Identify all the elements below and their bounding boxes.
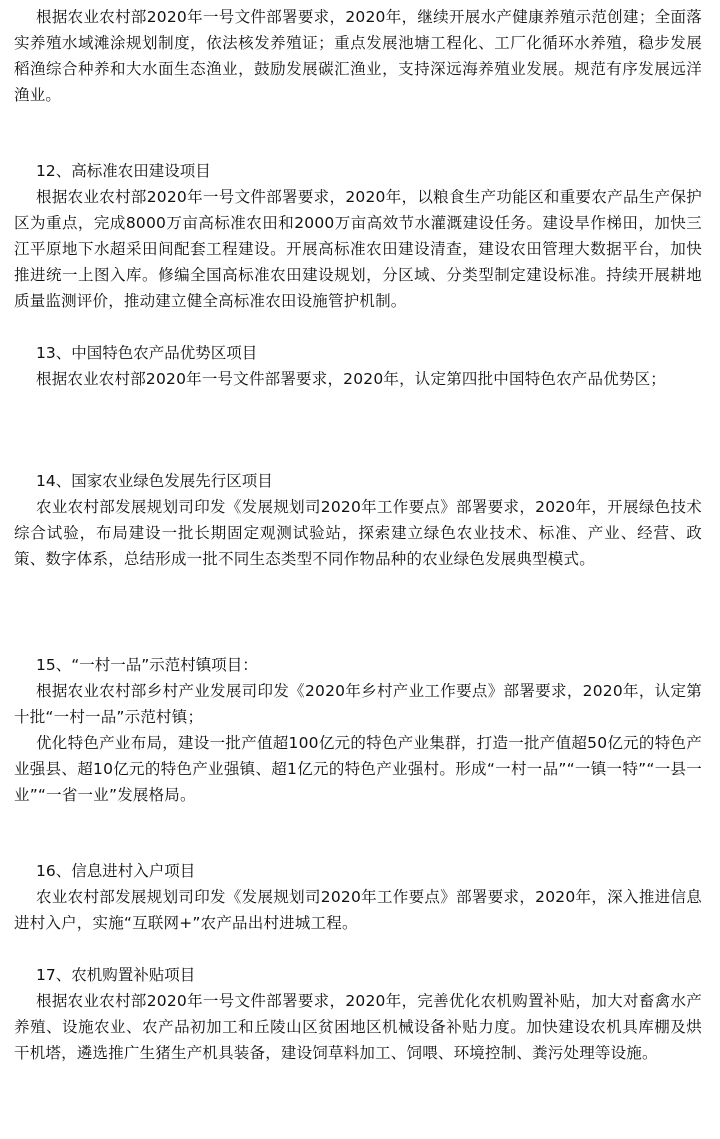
section-heading: 12、高标准农田建设项目 [36,162,211,180]
section-heading: 14、国家农业绿色发展先行区项目 [36,472,273,490]
section-heading: 17、农机购置补贴项目 [36,966,196,984]
section-17 [14,962,702,1066]
section-16 [14,858,702,936]
section-paragraph: 优化特色产业布局，建设一批产值超100亿元的特色产业集群，打造一批产值超50亿元的特色产业强县、超10亿元的特色产业强镇、超1亿元的特色产业强村。形成“一村一品”“一镇一特”“一县一业”“一省一业”发展格局。 [14,734,702,804]
intro-paragraph: 根据农业农村部2020年一号文件部署要求，2020年，继续开展水产健康养殖示范创建；全面落实养殖水域滩涂规划制度，依法核发养殖证；重点发展池塘工程化、工厂化循环水养殖，稳步发展稻渔综合种养和大水面生态渔业，鼓励发展碳汇渔业，支持深远海养殖业发展。规范有序发展远洋渔业。 [14,8,702,104]
section-14 [14,468,702,572]
intro-block [14,4,702,108]
section-heading: 13、中国特色农产品优势区项目 [36,344,258,362]
section-paragraph: 根据农业农村部2020年一号文件部署要求，2020年，认定第四批中国特色农产品优势区； [36,370,666,388]
section-paragraph: 农业农村部发展规划司印发《发展规划司2020年工作要点》部署要求，2020年，开展绿色技术综合试验，布局建设一批长期固定观测试验站，探索建立绿色农业技术、标准、产业、经营、政策、数字体系，总结形成一批不同生态类型不同作物品种的农业绿色发展典型模式。 [14,498,702,568]
section-paragraph: 农业农村部发展规划司印发《发展规划司2020年工作要点》部署要求，2020年，深入推进信息进村入户，实施“互联网+”农产品出村进城工程。 [14,888,702,932]
section-13 [14,340,702,392]
section-heading: 16、信息进村入户项目 [36,862,196,880]
section-paragraph: 根据农业农村部2020年一号文件部署要求，2020年，完善优化农机购置补贴，加大对畜禽水产养殖、设施农业、农产品初加工和丘陵山区贫困地区机械设备补贴力度。加快建设农机具库棚及烘干机塔，遴选推广生猪生产机具装备，建设饲草料加工、饲喂、环境控制、粪污处理等设施。 [14,992,702,1062]
section-15 [14,652,702,808]
section-12 [14,158,702,314]
section-heading: 15、“一村一品”示范村镇项目： [36,656,258,674]
section-paragraph: 根据农业农村部乡村产业发展司印发《2020年乡村产业工作要点》部署要求，2020年，认定第十批“一村一品”示范村镇； [14,682,702,726]
section-paragraph: 根据农业农村部2020年一号文件部署要求，2020年，以粮食生产功能区和重要农产品生产保护区为重点，完成8000万亩高标准农田和2000万亩高效节水灌溉建设任务。建设旱作梯田，加快三江平原地下水超采田间配套工程建设。开展高标准农田建设清查，建设农田管理大数据平台，加快推进统一上图入库。修编全国高标准农田建设规划，分区域、分类型制定建设标准。持续开展耕地质量监测评价，推动建立健全高标准农田设施管护机制。 [14,188,702,310]
